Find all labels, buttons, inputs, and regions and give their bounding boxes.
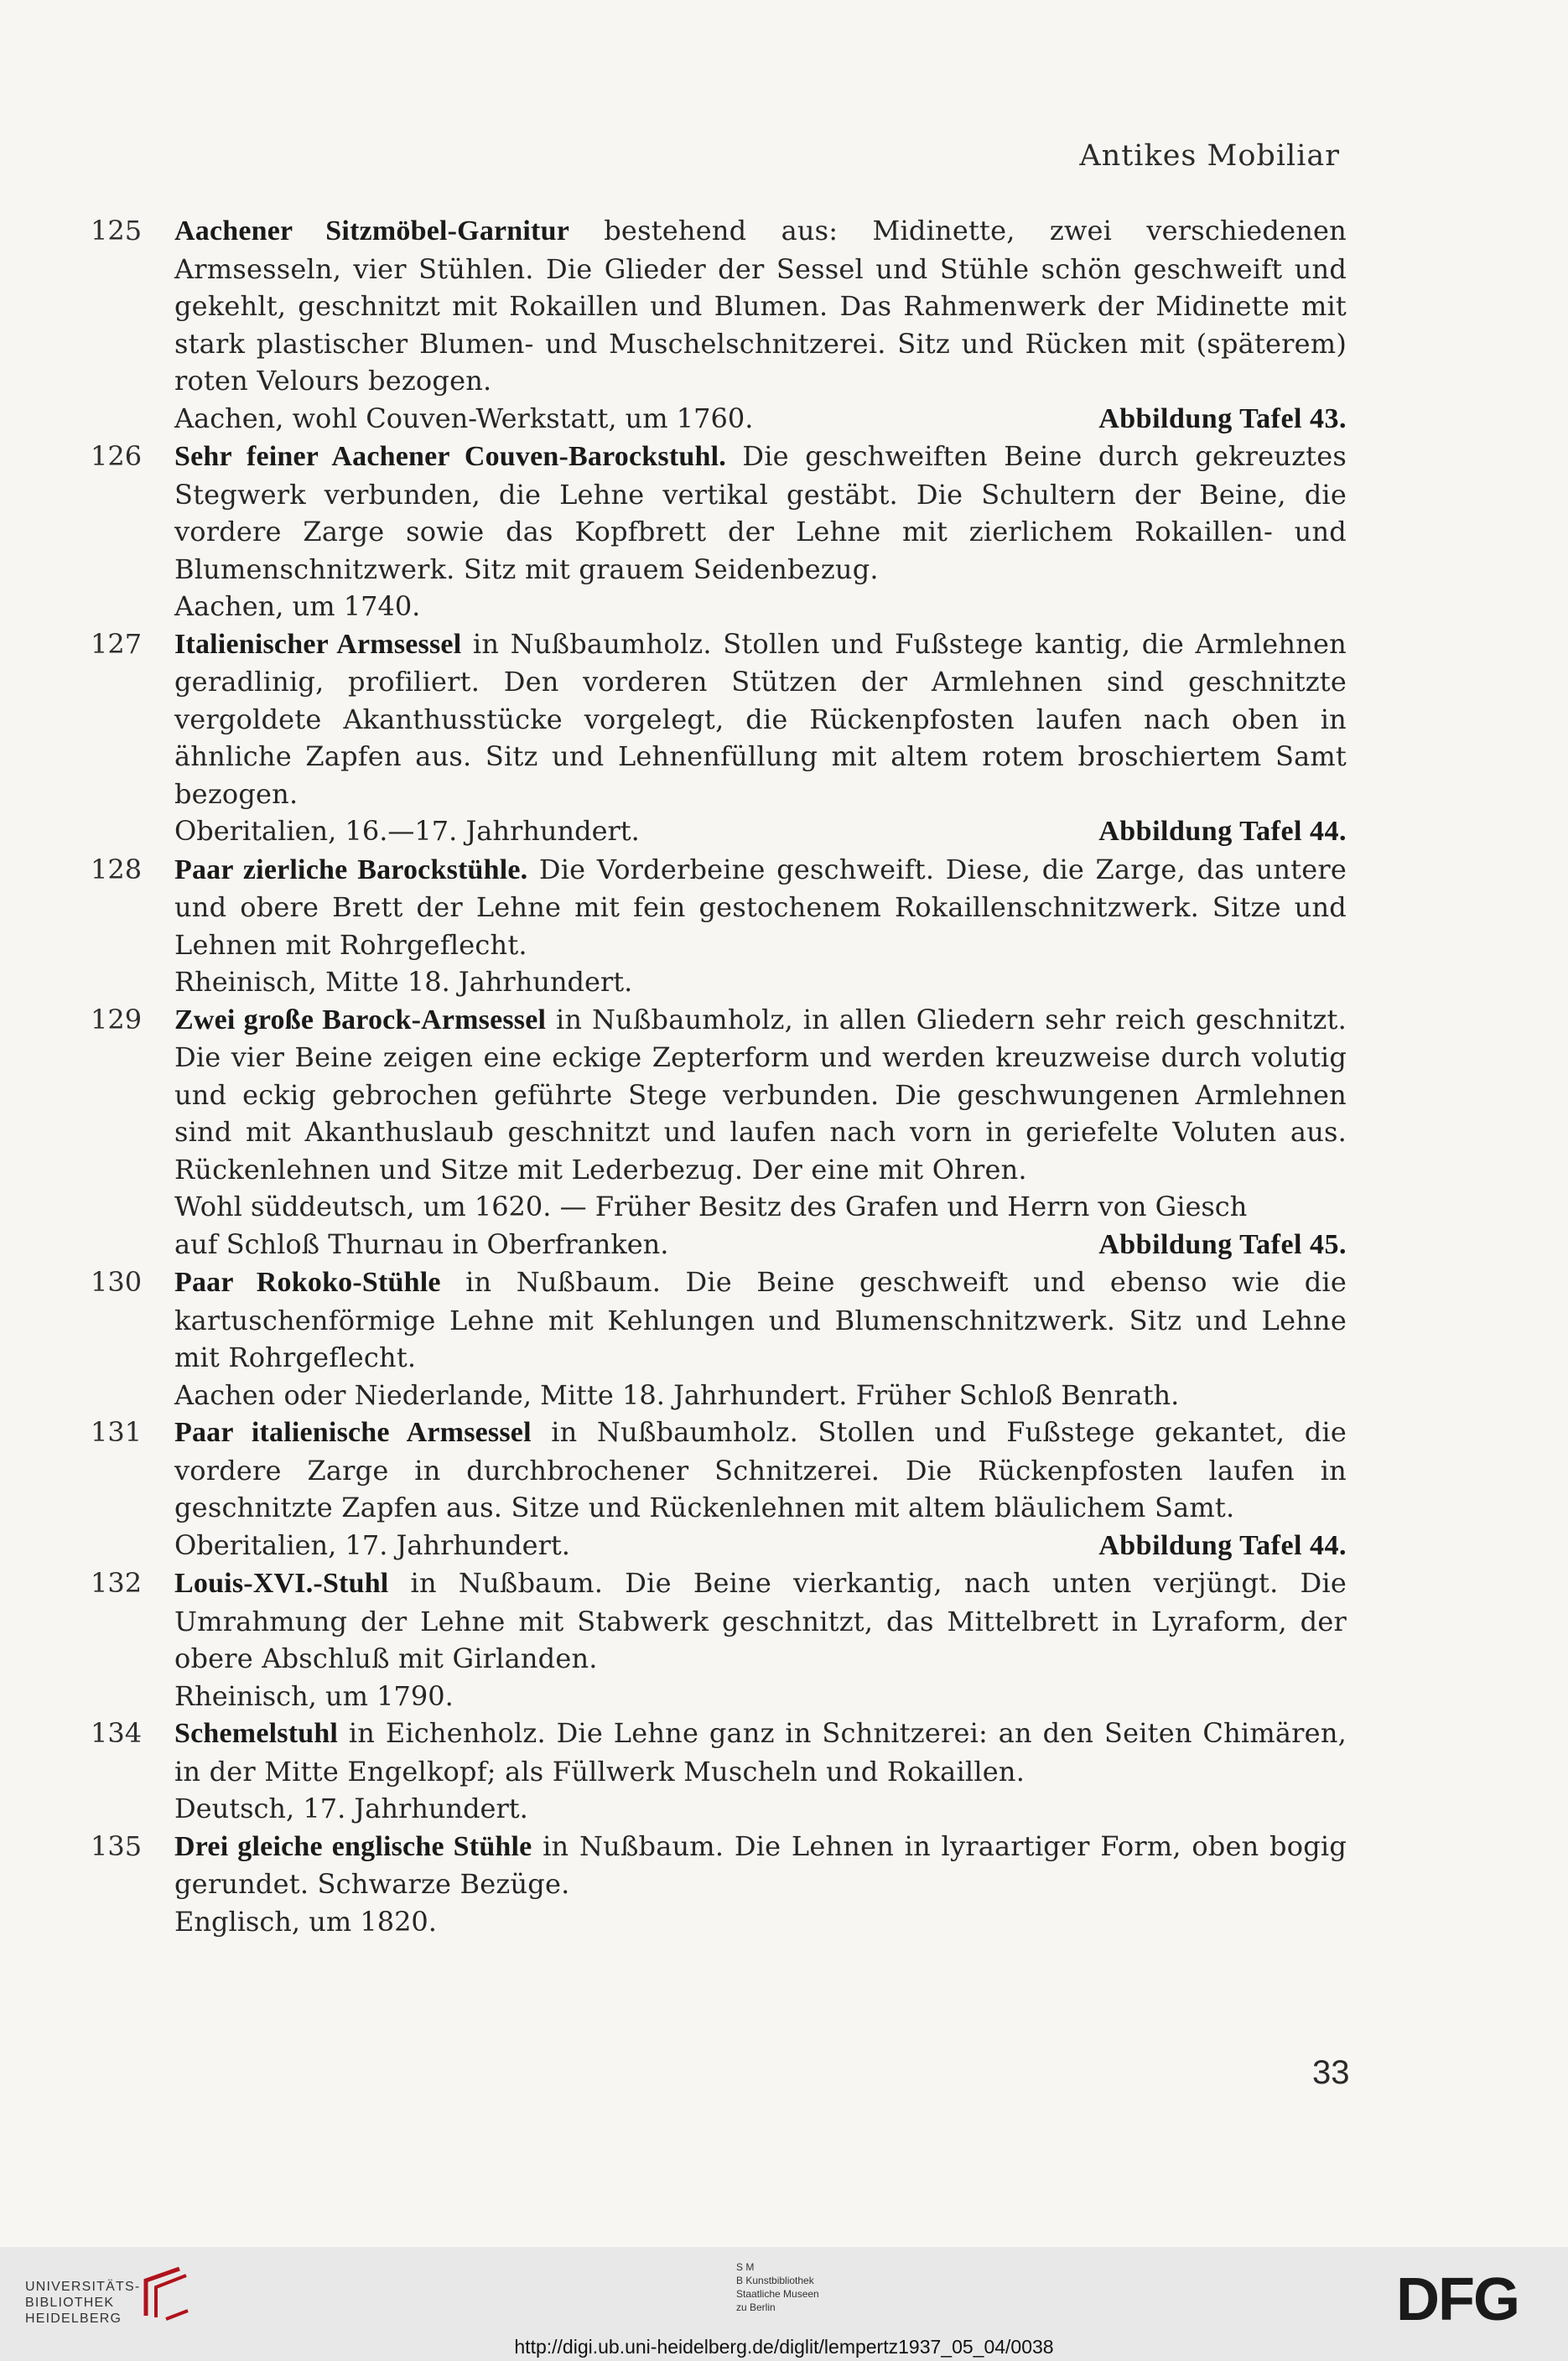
entry-title: Sehr feiner Aachener Couven-Barockstuhl. [174,441,726,472]
entry-origin: Aachen, um 1740. [174,590,421,622]
smb-kunstbibliothek-label [736,2260,819,2314]
university-library-label [25,2279,140,2327]
entry-title: Paar italienische Armsessel [174,1417,532,1448]
entry-origin-line [174,400,1347,438]
entry-origin: Englisch, um 1820. [174,1905,437,1938]
entry-text: in Nußbaumholz. Stollen und Fußstege gekantet, die vordere Zarge in durchbrochener Schnitzerei. Die Rückenpfosten laufen in geschnitzte Zapfen aus. Sitze und Rückenlehnen mit altem bläulichem Samt. [174,1416,1347,1523]
entry-title: Schemelstuhl [174,1718,339,1749]
entry-number: 125 [91,215,143,246]
entry-number: 131 [91,1416,143,1448]
entry-number: 128 [91,853,143,885]
catalog-entry-130 [91,1264,1348,1414]
entry-origin-line [174,1377,1347,1414]
catalog-entry-135 [91,1828,1348,1941]
smb-line: B Kunstbibliothek [736,2275,814,2286]
entry-title: Italienischer Armsessel [174,628,462,660]
entry-origin: Wohl süddeutsch, um 1620. — Früher Besitz des Grafen und Herrn von Giesch [174,1191,1248,1222]
catalog-entry-128 [91,851,1348,1001]
entry-body [174,1715,1347,1790]
entry-body [174,1414,1347,1527]
entry-number: 129 [91,1003,143,1035]
catalog-entry-127 [91,625,1348,851]
entry-body [174,1001,1347,1189]
entry-number: 134 [91,1717,143,1749]
entry-origin-line [174,1790,1347,1828]
entry-title: Aachener Sitzmöbel-Garnitur [174,215,569,246]
entry-title: Paar zierliche Barockstühle. [174,854,528,885]
entry-origin-line [174,1903,1347,1941]
entry-text: in Nußbaum. Die Lehnen in lyraartiger Form, oben bogig gerundet. Schwarze Bezüge. [174,1829,1347,1900]
entry-body [174,212,1347,400]
page-number: 33 [1312,2054,1350,2091]
entry-figure-ref: Abbildung Tafel 45. [1098,1228,1347,1260]
smb-line: zu Berlin [736,2301,776,2313]
entry-text: in Nußbaum. Die Beine vierkantig, nach unten verjüngt. Die Umrahmung der Lehne mit Stabwerk geschnitzt, das Mittelbrett in Lyraform, der obere Abschluß mit Girlanden. [174,1567,1347,1674]
entry-text: Die Vorderbeine geschweift. Diese, die Zarge, das untere und obere Brett der Lehne mit fein gestochenem Rokaillenschnitzwerk. Sitze und Lehnen mit Rohrgeflecht. [174,853,1347,961]
entry-title: Drei gleiche englische Stühle [174,1830,532,1862]
entry-origin: Aachen, wohl Couven-Werkstatt, um 1760. [174,402,754,434]
entry-origin-line [174,1678,1347,1715]
university-line: UNIVERSITÄTS- [25,2280,141,2294]
dfg-logo: DFG [1396,2266,1519,2333]
entry-text: Die geschweiften Beine durch gekreuztes Stegwerk verbunden, die Lehne vertikal gestäbt. Die Schultern der Beine, die vordere Zarge sowie das Kopfbrett der Lehne mit zierlichem Rokaillen- und Blumenschnitzwerk. Sitz mit grauem Seidenbezug. [174,440,1347,585]
entry-origin: Aachen oder Niederlande, Mitte 18. Jahrhundert. Früher Schloß Benrath. [174,1378,1180,1411]
entry-text: in Eichenholz. Die Lehne ganz in Schnitzerei: an den Seiten Chimären, in der Mitte Engelkopf; als Füllwerk Muscheln und Rokaillen. [174,1717,1347,1788]
entry-body [174,438,1347,588]
entry-title: Zwei große Barock-Armsessel [174,1004,547,1035]
entry-figure-ref: Abbildung Tafel 43. [1098,402,1347,434]
entry-title: Paar Rokoko-Stühle [174,1267,441,1298]
university-line: BIBLIOTHEK [25,2296,115,2310]
catalog-entry-129 [91,1001,1348,1264]
entry-origin-line [174,1226,1347,1264]
catalog-entry-132 [91,1564,1348,1715]
smb-line: Staatliche Museen [736,2288,819,2300]
entry-body [174,1828,1347,1903]
entry-origin-continued: auf Schloß Thurnau in Oberfranken. [174,1227,669,1260]
entry-body [174,1264,1347,1377]
entry-origin-line [174,588,1347,625]
entry-origin-line [174,812,1347,851]
entry-origin: Rheinisch, Mitte 18. Jahrhundert. [174,966,633,998]
entry-number: 132 [91,1567,143,1599]
entry-origin: Oberitalien, 16.—17. Jahrhundert. [174,815,640,847]
catalog-entry-131 [91,1414,1348,1564]
catalog-entry-134 [91,1715,1348,1828]
running-header: Antikes Mobiliar [1079,139,1340,173]
university-line: HEIDELBERG [25,2312,122,2326]
entry-text: in Nußbaumholz, in allen Gliedern sehr reich geschnitzt. Die vier Beine zeigen eine eckige Zepterform und werden kreuzweise durch volutig und eckig gebrochen geführte Stege verbunden. Die geschwungenen Armlehnen sind mit Akanthuslaub geschnitzt und laufen nach vorn in geriefelte Voluten aus. Rückenlehnen und Sitze mit Lederbezug. Der eine mit Ohren. [174,1003,1347,1186]
entry-body [174,625,1347,813]
smb-line: S M [736,2261,755,2273]
entry-figure-ref: Abbildung Tafel 44. [1098,816,1347,847]
entry-origin-line [174,1188,1347,1226]
entry-text: in Nußbaum. Die Beine geschweift und ebenso wie die kartuschenförmige Lehne mit Kehlungen und Blumenschnitzwerk. Sitz und Lehne mit Rohrgeflecht. [174,1266,1347,1373]
entry-text: bestehend aus: Midinette, zwei verschiedenen Armsesseln, vier Stühlen. Die Glieder der Sessel und Stühle schön geschweift und gekehlt, geschnitzt mit Rokaillen und Blumen. Das Rahmenwerk der Midinette mit stark plastischer Blumen- und Muschelschnitzerei. Sitz und Rücken mit (späterem) roten Velours bezogen. [174,215,1347,397]
entry-origin: Deutsch, 17. Jahrhundert. [174,1793,528,1824]
catalog-entry-125 [91,212,1348,438]
entry-text: in Nußbaumholz. Stollen und Fußstege kantig, die Armlehnen geradlinig, profiliert. Den vorderen Stützen der Armlehnen sind geschnitzte vergoldete Akanthusstücke vorgelegt, die Rückenpfosten laufen nach oben in ähnliche Zapfen aus. Sitz und Lehnenfüllung mit altem rotem broschiertem Samt bezogen. [174,627,1347,810]
entry-origin-line [174,963,1347,1001]
entry-number: 126 [91,440,143,472]
entry-body [174,1564,1347,1678]
catalog-entries [91,212,1348,1940]
entry-number: 127 [91,627,143,660]
entry-body [174,851,1347,964]
entry-number: 130 [91,1266,143,1298]
entry-origin: Rheinisch, um 1790. [174,1679,454,1712]
entry-figure-ref: Abbildung Tafel 44. [1098,1529,1347,1561]
entry-origin-line [174,1527,1347,1565]
entry-title: Louis-XVI.-Stuhl [174,1568,389,1599]
entry-number: 135 [91,1829,143,1862]
source-url-link[interactable]: http://digi.ub.uni-heidelberg.de/diglit/lempertz1937_05_04/0038 [514,2336,1054,2358]
entry-origin: Oberitalien, 17. Jahrhundert. [174,1528,570,1561]
university-logo-icon [141,2264,193,2324]
catalog-entry-126 [91,438,1348,625]
